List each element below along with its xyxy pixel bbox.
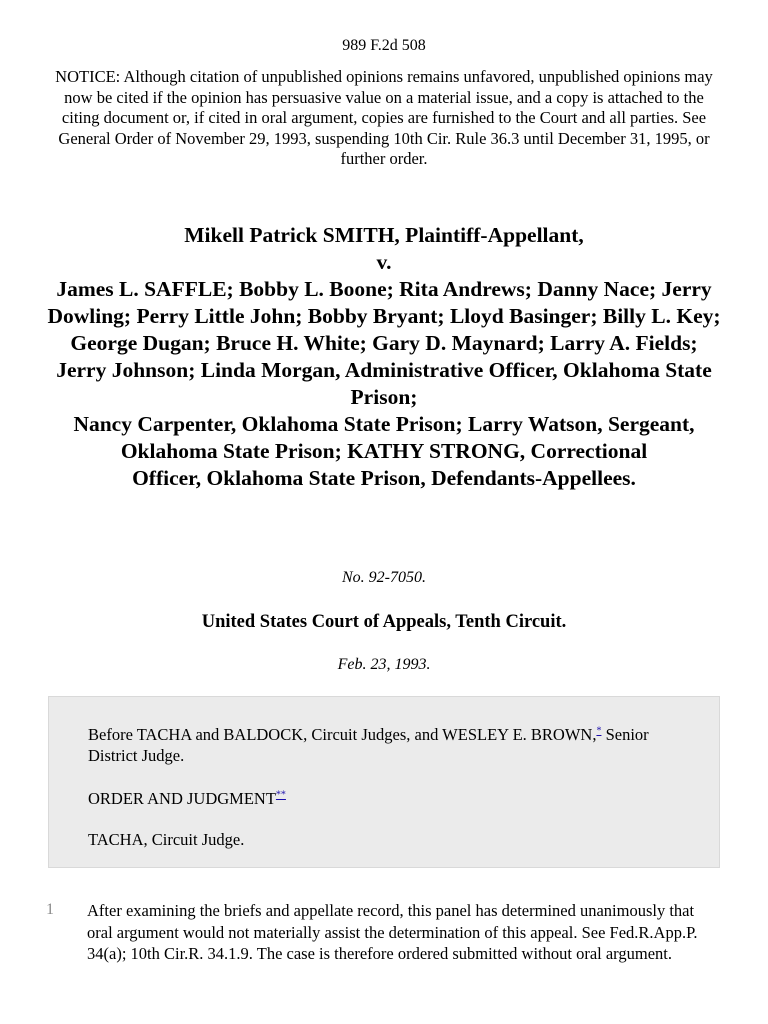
court-name: United States Court of Appeals, Tenth Circuit.	[201, 612, 567, 632]
defendants-line-2: Nancy Carpenter, Oklahoma State Prison; Larry Watson, Sergeant, Oklahoma State Prison; KATHY STRONG, Correctional	[73, 412, 695, 463]
plaintiff-line: Mikell Patrick SMITH, Plaintiff-Appellant,	[184, 223, 584, 247]
docket-number: No. 92-7050.	[342, 569, 426, 586]
defendants-line-3: Officer, Oklahoma State Prison, Defendants-Appellees.	[132, 466, 636, 490]
unpublished-notice: NOTICE: Although citation of unpublished opinions remains unfavored, unpublished opinions may now be cited if the opinion has persuasive value on a material issue, and a copy is attached to the citing document or, if cited in oral argument, copies are furnished to the Court and all parties. See General Order of November 29, 1993, suspending 10th Cir. Rule 36.3 until December 31, 1995, or further order.	[55, 67, 713, 168]
paragraph-number: 1	[46, 901, 54, 918]
panel-box	[48, 696, 720, 868]
order-title: ORDER AND JUDGMENT	[88, 789, 276, 808]
panel-judges-suffix: Senior District Judge.	[88, 725, 649, 765]
panel-judges-text: Before TACHA and BALDOCK, Circuit Judges, and WESLEY E. BROWN,	[88, 725, 597, 744]
versus-line: v.	[376, 250, 392, 274]
opinion-author: TACHA, Circuit Judge.	[88, 830, 245, 849]
case-citation: 989 F.2d 508	[342, 37, 426, 54]
order-heading	[88, 789, 688, 810]
footnote-link-1[interactable]: *	[596, 725, 602, 737]
panel-judges	[88, 725, 688, 766]
decision-date: Feb. 23, 1993.	[337, 656, 431, 673]
footnote-link-2[interactable]: **	[275, 789, 286, 801]
paragraph-text: After examining the briefs and appellate record, this panel has determined unanimously that oral argument would not materially assist the determination of this appeal. See Fed.R.App.P. 34(a); 10th Cir.R. 34.1.9. The case is therefore ordered submitted without oral argument.	[87, 901, 698, 963]
defendants-line-1: James L. SAFFLE; Bobby L. Boone; Rita Andrews; Danny Nace; Jerry Dowling; Perry Little John; Bobby Bryant; Lloyd Basinger; Billy L. Key; George Dugan; Bruce H. White; Gary D. Maynard; Larry A. Fields; Jerry Johnson; Linda Morgan, Administrative Officer, Oklahoma State Prison;	[47, 277, 721, 409]
case-caption	[44, 222, 724, 492]
